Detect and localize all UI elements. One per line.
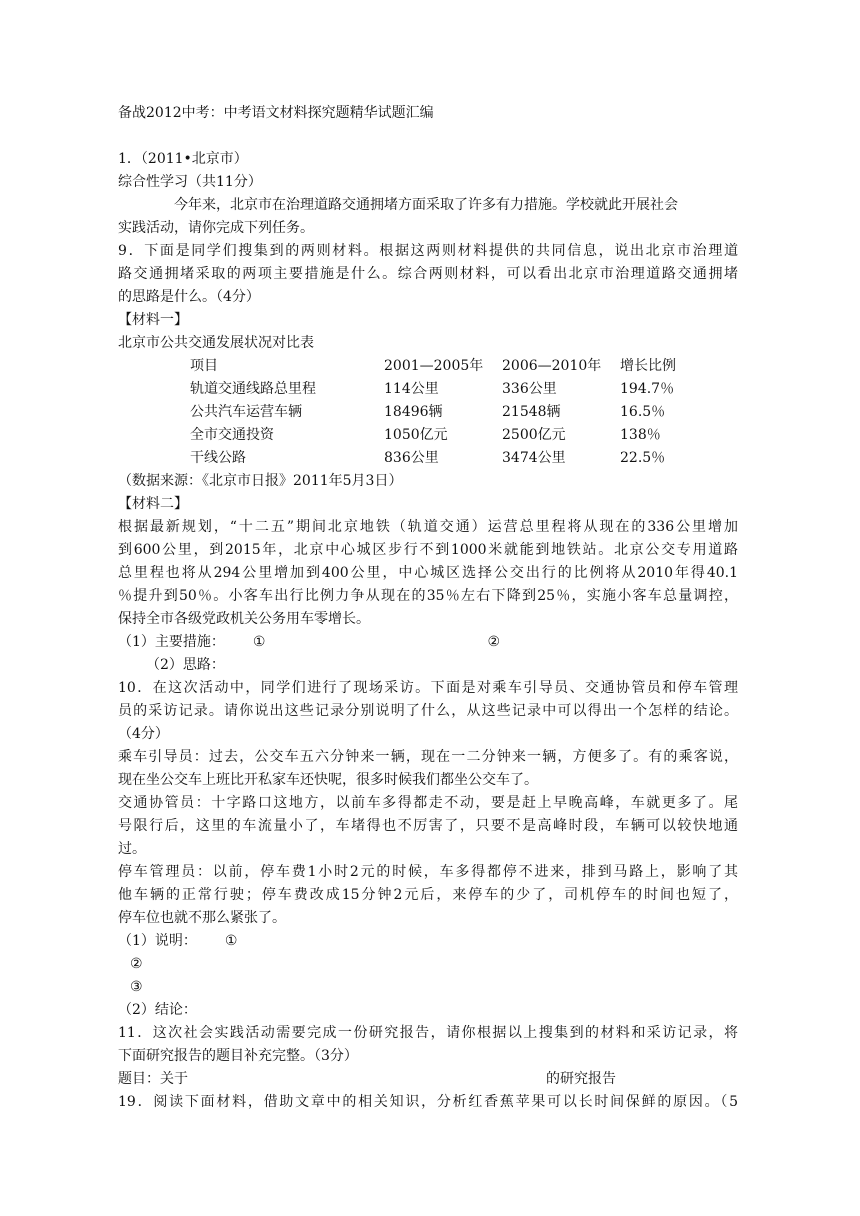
answer-blank-marker: ② <box>130 956 143 972</box>
table-cell: 138％ <box>620 427 661 443</box>
parking-line-3: 停车位也就不那么紧张了。 <box>118 910 286 926</box>
table-header-cell: 2001—2005年 <box>384 358 484 374</box>
q9-line-3: 的思路是什么。（4分） <box>118 289 260 305</box>
table-cell: 轨道交通线路总里程 <box>190 381 316 397</box>
table-cell: 114公里 <box>384 381 439 397</box>
table-cell: 全市交通投资 <box>190 427 274 443</box>
traffic-line-1: 交通协管员：十字路口这地方，以前车多得都走不动，要是赶上早晚高峰，车就更多了。尾 <box>118 795 738 811</box>
answer-blank-marker: ① <box>252 634 266 650</box>
q9-line-2: 路交通拥堵采取的两项主要措施是什么。综合两则材料，可以看出北京市治理道路交通拥堵 <box>118 266 738 282</box>
table-row <box>118 401 738 424</box>
answer-9-approach: （2）思路： <box>146 657 225 673</box>
parking-line-2: 他车辆的正常行驶；停车费改成15分钟2元后，来停车的少了，司机停车的时间也短了， <box>118 887 738 903</box>
q11-line-1: 11．这次社会实践活动需要完成一份研究报告，请你根据以上搜集到的材料和采访记录，将 <box>118 1025 738 1041</box>
material-2-line-5: 保持全市各级党政机关公务用车零增长。 <box>118 611 370 627</box>
material-1-label: 【材料一】 <box>118 312 188 328</box>
table-cell: 1050亿元 <box>384 427 448 443</box>
table-cell: 公共汽车运营车辆 <box>190 404 302 420</box>
table-row <box>118 424 738 447</box>
guide-line-2: 现在坐公交车上班比开私家车还快呢，很多时候我们都坐公交车了。 <box>118 772 538 788</box>
data-source: （数据来源：《北京市日报》2011年5月3日） <box>118 473 403 489</box>
table-title: 北京市公共交通发展状况对比表 <box>118 335 314 351</box>
table-cell: 194.7％ <box>620 381 675 397</box>
answer-10-explanation <box>118 930 738 953</box>
material-2-line-1: 根据最新规划，“十二五”期间北京地铁（轨道交通）运营总里程将从现在的336公里增加 <box>118 519 738 535</box>
answer-label: （1）主要措施： <box>118 634 225 650</box>
table-cell: 21548辆 <box>502 404 561 420</box>
table-cell: 2500亿元 <box>502 427 566 443</box>
answer-blank-marker: ③ <box>130 979 143 995</box>
answer-9-measures <box>118 631 738 654</box>
material-2-line-3: 总里程也将从294公里增加到400公里，中心城区选择公交出行的比例将从2010年得40.1 <box>118 565 738 581</box>
q10-line-1: 10．在这次活动中，同学们进行了现场采访。下面是对乘车引导员、交通协管员和停车管理 <box>118 680 738 696</box>
intro-line-2: 实践活动，请你完成下列任务。 <box>118 220 314 236</box>
table-row <box>118 447 738 470</box>
material-2-line-2: 到600公里，到2015年，北京中心城区步行不到1000米就能到地铁站。北京公交专用道路 <box>118 542 738 558</box>
table-cell: 18496辆 <box>384 404 443 420</box>
table-header-cell: 项目 <box>190 358 218 374</box>
table-cell: 16.5％ <box>620 404 666 420</box>
traffic-line-2: 号限行后，这里的车流量小了，车堵得也不厉害了，只要不是高峰时段，车辆可以较快地通 <box>118 818 738 834</box>
table-cell: 干线公路 <box>190 450 246 466</box>
q11-line-2: 下面研究报告的题目补充完整。（3分） <box>118 1048 358 1064</box>
intro-line-1: 今年来，北京市在治理道路交通拥堵方面采取了许多有力措施。学校就此开展社会 <box>174 197 678 213</box>
table-row <box>118 378 738 401</box>
answer-label: （1）说明： <box>118 933 197 949</box>
q19-line-1: 19．阅读下面材料，借助文章中的相关知识，分析红香蕉苹果可以长时间保鲜的原因。（5 <box>118 1094 738 1110</box>
q9-line-1: 9．下面是同学们搜集到的两则材料。根据这两则材料提供的共同信息，说出北京市治理道 <box>118 243 738 259</box>
table-cell: 336公里 <box>502 381 557 397</box>
document-title: 备战2012中考：中考语文材料探究题精华试题汇编 <box>118 105 434 121</box>
q10-line-3: （4分） <box>118 726 169 742</box>
comparison-table <box>118 355 738 470</box>
document-page <box>118 102 738 1114</box>
topic-prefix: 题目：关于 <box>118 1071 188 1087</box>
table-header-cell: 增长比例 <box>620 358 676 374</box>
answer-blank-marker: ① <box>224 933 238 949</box>
q10-line-2: 员的采访记录。请你说出这些记录分别说明了什么，从这些记录中可以得出一个怎样的结论。 <box>118 703 738 719</box>
answer-10-conclusion: （2）结论： <box>118 1002 197 1018</box>
topic-suffix: 的研究报告 <box>546 1071 616 1087</box>
guide-line-1: 乘车引导员：过去，公交车五六分钟来一辆，现在一二分钟来一辆，方便多了。有的乘客说， <box>118 749 738 765</box>
table-cell: 836公里 <box>384 450 439 466</box>
report-topic <box>118 1068 738 1091</box>
table-cell: 3474公里 <box>502 450 566 466</box>
table-header-cell: 2006—2010年 <box>502 358 602 374</box>
material-2-line-4: ％提升到50％。小客车出行比例力争从现在的35％左右下降到25％，实施小客车总量调控， <box>118 588 738 604</box>
answer-blank-marker: ② <box>487 634 501 650</box>
question-1-header: 1．（2011•北京市） <box>118 151 248 167</box>
table-cell: 22.5％ <box>620 450 666 466</box>
traffic-line-3: 过。 <box>118 841 146 857</box>
section-title: 综合性学习（共11分） <box>118 174 262 190</box>
table-header-row <box>118 355 738 378</box>
parking-line-1: 停车管理员：以前，停车费1小时2元的时候，车多得都停不进来，排到马路上，影响了其 <box>118 864 738 880</box>
material-2-label: 【材料二】 <box>118 496 188 512</box>
